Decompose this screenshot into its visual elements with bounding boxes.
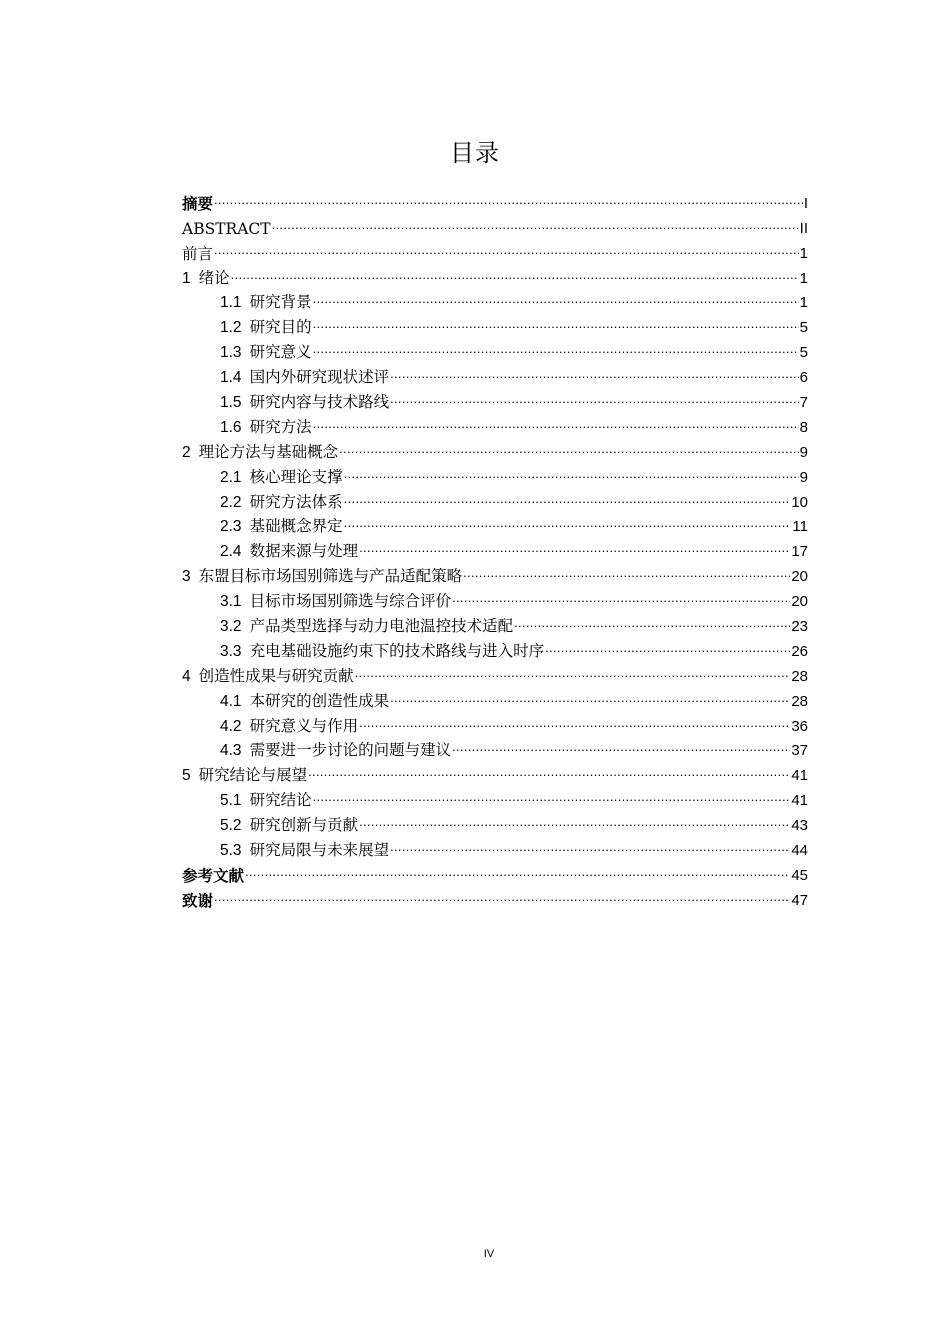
toc-entry[interactable] xyxy=(182,738,808,763)
dot-leader xyxy=(313,338,799,360)
toc-entry-text: 研究创新与贡献 xyxy=(249,816,359,835)
toc-entry-text: 产品类型选择与动力电池温控技术适配 xyxy=(249,617,514,636)
toc-entry-label xyxy=(220,640,544,663)
toc-entry-text: 国内外研究现状述评 xyxy=(249,368,390,387)
toc-entry-page-number: 1 xyxy=(799,294,808,312)
dot-leader xyxy=(344,463,799,485)
dot-leader xyxy=(359,712,790,734)
dot-leader xyxy=(452,587,790,609)
toc-entry[interactable] xyxy=(182,613,808,638)
toc-entry-page-number: 7 xyxy=(799,394,808,412)
dot-leader xyxy=(344,488,791,510)
toc-entry-label xyxy=(182,665,354,688)
toc-entry-label xyxy=(220,715,358,738)
toc-entry-label xyxy=(182,865,244,887)
toc-entry[interactable] xyxy=(182,663,808,688)
toc-entry-label xyxy=(220,814,358,837)
toc-entry-text: 基础概念界定 xyxy=(249,517,343,536)
toc-entry-text: 研究意义 xyxy=(249,343,312,362)
page-footer-number: IV xyxy=(483,1248,495,1260)
toc-entry-label xyxy=(220,789,312,812)
toc-entry-text: 理论方法与基础概念 xyxy=(198,442,339,461)
toc-entry-page-number: 5 xyxy=(799,319,808,337)
toc-entry[interactable] xyxy=(182,464,808,489)
dot-leader xyxy=(339,438,799,460)
toc-entry-number: 1.1 xyxy=(220,294,242,312)
toc-entry-text: 需要进一步讨论的问题与建议 xyxy=(249,741,452,760)
dot-leader xyxy=(390,363,799,385)
toc-entry-number: 5.3 xyxy=(220,842,242,860)
dot-leader xyxy=(390,687,790,709)
dot-leader xyxy=(359,811,790,833)
toc-entry-label xyxy=(182,193,213,215)
toc-entry[interactable] xyxy=(182,489,808,514)
toc-entry[interactable] xyxy=(182,563,808,588)
toc-entry[interactable] xyxy=(182,240,808,265)
toc-entry[interactable] xyxy=(182,190,808,215)
toc-entry-text: 创造性成果与研究贡献 xyxy=(198,666,354,685)
dot-leader xyxy=(214,886,790,908)
dot-leader xyxy=(313,313,799,335)
toc-entry-text: 绪论 xyxy=(198,268,230,287)
toc-entry-page-number: 11 xyxy=(792,518,808,536)
toc-entry[interactable] xyxy=(182,762,808,787)
dot-leader xyxy=(359,537,790,559)
toc-entry[interactable] xyxy=(182,887,808,912)
toc-entry-label xyxy=(220,590,451,613)
dot-leader xyxy=(514,612,790,634)
dot-leader xyxy=(390,388,799,410)
toc-entry-number: 2.1 xyxy=(220,468,242,486)
dot-leader xyxy=(344,512,792,534)
toc-entry-number: 3.2 xyxy=(220,618,242,636)
toc-entry-label xyxy=(182,565,462,588)
toc-entry[interactable] xyxy=(182,688,808,713)
toc-entry-label xyxy=(182,218,271,240)
toc-entry[interactable] xyxy=(182,389,808,414)
toc-entry-page-number: 44 xyxy=(791,842,808,860)
toc-entry-page-number: 6 xyxy=(799,369,808,387)
toc-entry-label xyxy=(220,615,513,638)
toc-entry-page-number: I xyxy=(803,194,808,212)
toc-entry-page-number: 47 xyxy=(791,891,808,909)
toc-entry-text: 目标市场国别筛选与综合评价 xyxy=(249,592,452,611)
toc-entry-label xyxy=(182,764,307,787)
toc-entry-number: 5 xyxy=(182,767,191,785)
page-title: 目录 xyxy=(450,139,500,167)
toc-entry-number: 1.6 xyxy=(220,418,242,436)
toc-entry-label xyxy=(220,739,451,762)
toc-entry[interactable] xyxy=(182,837,808,862)
toc-entry-label xyxy=(182,890,213,912)
toc-entry-number: 2 xyxy=(182,443,191,461)
toc-entry[interactable] xyxy=(182,638,808,663)
toc-entry-label xyxy=(182,441,338,464)
toc-entry-page-number: 20 xyxy=(791,568,808,586)
toc-entry-number: 1.4 xyxy=(220,369,242,387)
toc-entry-number: 2.3 xyxy=(220,518,242,536)
toc-entry-text: 研究方法 xyxy=(249,417,312,436)
toc-entry-number: 3 xyxy=(182,568,191,586)
toc-entry-page-number: 36 xyxy=(791,717,808,735)
toc-entry-label xyxy=(220,341,312,364)
toc-entry-text: 数据来源与处理 xyxy=(249,542,359,561)
toc-entry-number: 1 xyxy=(182,269,191,287)
toc-entry[interactable] xyxy=(182,439,808,464)
toc-entry-page-number: 5 xyxy=(799,344,808,362)
toc-entry[interactable] xyxy=(182,290,808,315)
toc-entry-text: 研究目的 xyxy=(249,318,312,337)
toc-entry-page-number: 37 xyxy=(791,742,808,760)
toc-entry-page-number: 43 xyxy=(791,817,808,835)
toc-entry-text: 参考文献 xyxy=(182,865,245,885)
toc-entry-label xyxy=(220,690,389,713)
toc-entry-page-number: 26 xyxy=(791,642,808,660)
toc-entry-page-number: 45 xyxy=(791,866,808,884)
toc-entry-label xyxy=(220,316,312,339)
toc-entry-label xyxy=(220,391,389,414)
toc-entry-text: 充电基础设施约束下的技术路线与进入时序 xyxy=(249,641,545,660)
dot-leader xyxy=(272,214,799,236)
toc-entry[interactable] xyxy=(182,265,808,290)
toc-entry[interactable] xyxy=(182,414,808,439)
toc-entry[interactable] xyxy=(182,862,808,887)
toc-entry-text: ABSTRACT xyxy=(182,219,271,238)
toc-entry-text: 研究局限与未来展望 xyxy=(249,841,390,860)
toc-entry[interactable] xyxy=(182,339,808,364)
toc-entry-number: 2.2 xyxy=(220,493,242,511)
toc-entry-number: 4.2 xyxy=(220,717,242,735)
dot-leader xyxy=(313,786,791,808)
dot-leader xyxy=(231,264,799,286)
toc-entry-label xyxy=(220,515,343,538)
toc-entry-number: 4 xyxy=(182,667,191,685)
toc-entry-page-number: 10 xyxy=(791,493,808,511)
toc-entry-number: 5.1 xyxy=(220,792,242,810)
toc-entry-number: 1.5 xyxy=(220,394,242,412)
toc-entry-text: 研究意义与作用 xyxy=(249,716,359,735)
toc-entry[interactable] xyxy=(182,713,808,738)
toc-entry-text: 研究内容与技术路线 xyxy=(249,393,390,412)
toc-entry-text: 东盟目标市场国别筛选与产品适配策略 xyxy=(198,567,463,586)
toc-entry-label xyxy=(220,366,389,389)
toc-entry-label xyxy=(182,267,230,290)
dot-leader xyxy=(214,239,799,261)
toc-entry-text: 研究方法体系 xyxy=(249,492,343,511)
table-of-contents xyxy=(182,190,808,912)
toc-entry-page-number: 28 xyxy=(791,667,808,685)
toc-entry-text: 研究背景 xyxy=(249,293,312,312)
toc-entry-number: 1.2 xyxy=(220,319,242,337)
dot-leader xyxy=(214,189,803,211)
dot-leader xyxy=(545,637,790,659)
toc-entry[interactable] xyxy=(182,364,808,389)
toc-entry-number: 3.1 xyxy=(220,593,242,611)
toc-entry[interactable] xyxy=(182,538,808,563)
toc-entry-page-number: 41 xyxy=(791,792,808,810)
toc-entry-label xyxy=(220,416,312,439)
toc-entry-page-number: 9 xyxy=(799,443,808,461)
toc-entry[interactable] xyxy=(182,215,808,240)
dot-leader xyxy=(463,562,790,584)
dot-leader xyxy=(308,761,790,783)
toc-entry-number: 1.3 xyxy=(220,344,242,362)
toc-entry-text: 研究结论与展望 xyxy=(198,766,308,785)
toc-entry-label xyxy=(220,291,312,314)
toc-entry[interactable] xyxy=(182,588,808,613)
toc-entry-page-number: II xyxy=(799,219,808,237)
toc-entry-page-number: 8 xyxy=(799,418,808,436)
toc-entry-label xyxy=(220,540,358,563)
toc-entry-page-number: 17 xyxy=(791,543,808,561)
dot-leader xyxy=(390,836,790,858)
dot-leader xyxy=(355,662,791,684)
dot-leader xyxy=(313,288,799,310)
toc-entry-page-number: 28 xyxy=(791,692,808,710)
toc-entry-number: 4.3 xyxy=(220,742,242,760)
toc-entry-page-number: 20 xyxy=(791,593,808,611)
toc-entry-label xyxy=(220,466,343,489)
toc-entry-text: 前言 xyxy=(182,244,214,263)
toc-entry-page-number: 9 xyxy=(799,468,808,486)
toc-entry-page-number: 1 xyxy=(799,244,808,262)
toc-entry-number: 3.3 xyxy=(220,642,242,660)
toc-entry-page-number: 41 xyxy=(791,767,808,785)
toc-entry[interactable] xyxy=(182,787,808,812)
toc-entry[interactable] xyxy=(182,812,808,837)
toc-entry-text: 本研究的创造性成果 xyxy=(249,691,390,710)
toc-entry-text: 摘要 xyxy=(182,193,214,213)
toc-entry-number: 4.1 xyxy=(220,692,242,710)
toc-entry-label xyxy=(220,491,343,514)
dot-leader xyxy=(313,413,799,435)
dot-leader xyxy=(245,861,790,883)
toc-entry-page-number: 1 xyxy=(799,269,808,287)
toc-entry-label xyxy=(220,839,389,862)
toc-entry-text: 致谢 xyxy=(182,890,214,910)
dot-leader xyxy=(452,736,790,758)
toc-entry-number: 2.4 xyxy=(220,543,242,561)
toc-entry[interactable] xyxy=(182,314,808,339)
toc-entry-number: 5.2 xyxy=(220,817,242,835)
toc-entry[interactable] xyxy=(182,514,808,539)
toc-entry-label xyxy=(182,243,213,265)
toc-entry-text: 研究结论 xyxy=(249,791,312,810)
toc-entry-page-number: 23 xyxy=(791,618,808,636)
toc-entry-text: 核心理论支撑 xyxy=(249,467,343,486)
